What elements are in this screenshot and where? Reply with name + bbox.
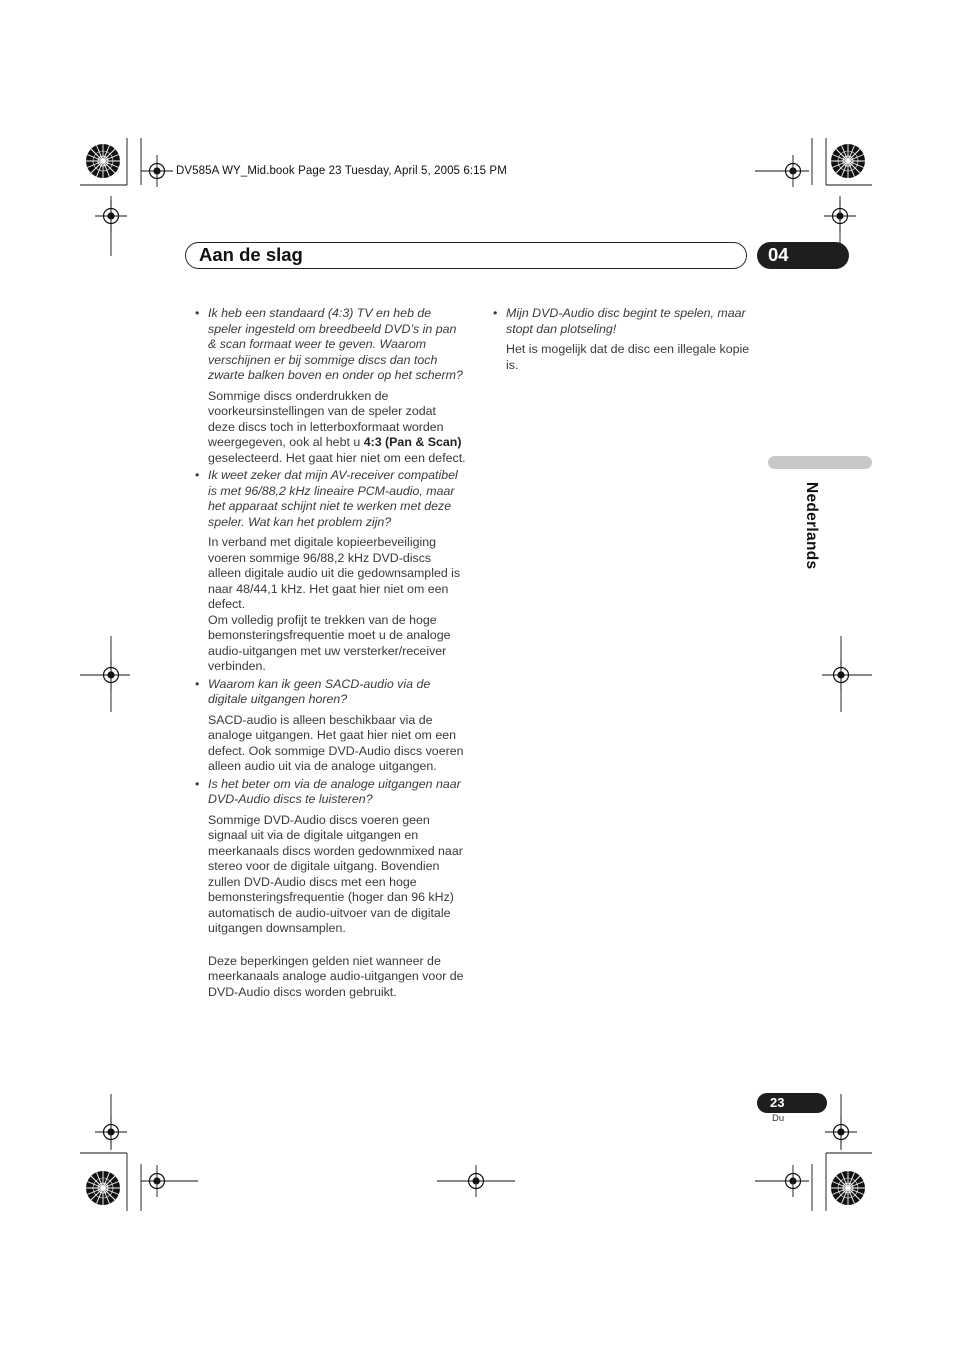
right-column: [492, 306, 764, 375]
faq-answer: [194, 813, 466, 1001]
bullet-icon: •: [195, 776, 200, 791]
faq-question: [194, 677, 466, 708]
faq-answer-text: Sommige discs onderdrukken de voorkeursinstellingen van de speler zodat deze discs toch in letterboxformaat worden weergegeven, ook al hebt u: [208, 388, 444, 449]
faq-item: [194, 777, 466, 1001]
chapter-number: 04: [768, 244, 789, 265]
faq-answer-text: Om volledig profijt te trekken van de hoge bemonsteringsfrequentie moet u de analoge audio-uitgangen met uw versterker/receiver verbinden.: [208, 612, 451, 673]
page-language-code: Du: [772, 1113, 785, 1124]
section-title: Aan de slag: [199, 244, 303, 265]
faq-answer: [194, 389, 466, 467]
page-number: 23: [770, 1095, 785, 1110]
bullet-icon: •: [195, 676, 200, 691]
bullet-icon: •: [195, 468, 200, 482]
faq-question: [492, 306, 764, 337]
faq-answer: [194, 713, 466, 775]
faq-question-text: Ik weet zeker dat mijn AV-receiver compatibel is met 96/88,2 kHz lineaire PCM-audio, maar het apparaat schijnt niet te werken met deze speler. Wat kan het problem zijn?: [208, 468, 458, 529]
faq-question: [194, 468, 466, 530]
faq-question-text: Is het beter om via de analoge uitgangen naar DVD-Audio discs te luisteren?: [208, 776, 461, 806]
left-column: [194, 306, 466, 1002]
page-number-badge: [757, 1093, 827, 1113]
faq-answer-text: SACD-audio is alleen beschikbaar via de analoge uitgangen. Het gaat hier niet om een defect. Ook sommige DVD-Audio discs voeren alleen audio uit via de analoge uitgangen.: [208, 712, 464, 773]
bullet-icon: •: [195, 306, 200, 320]
faq-question: [194, 777, 466, 808]
faq-answer: [194, 535, 466, 675]
faq-item: [194, 677, 466, 775]
faq-item: [194, 306, 466, 466]
faq-question-text: Ik heb een standaard (4:3) TV en heb de speler ingesteld om breedbeeld DVD’s in pan & scan formaat weer te geven. Waarom verschijnen er bij sommige discs dan toch zwarte balken boven en onder op het scherm?: [208, 306, 463, 382]
faq-answer: [492, 342, 764, 373]
faq-answer-text: Sommige DVD-Audio discs voeren geen signaal uit via de digitale uitgangen en meerkanaals discs worden gedownmixed naar stereo voor de digitale uitgang. Bovendien zullen DVD-Audio discs met een hoge bemonsteringsfrequentie (hoger dan 96 kHz) automatisch de audio-uitvoer van de digitale uitgangen downsamplen.: [208, 812, 463, 935]
print-slug-line: DV585A WY_Mid.book Page 23 Tuesday, April 5, 2005 6:15 PM: [176, 165, 507, 177]
faq-question-text: Mijn DVD-Audio disc begint te spelen, maar stopt dan plotseling!: [506, 306, 746, 336]
setting-name: 4:3 (Pan & Scan): [363, 435, 462, 449]
faq-item: [194, 468, 466, 675]
faq-answer-text: Deze beperkingen gelden niet wanneer de meerkanaals analoge audio-uitgangen voor de DVD-Audio discs worden gebruikt.: [208, 953, 464, 999]
faq-item: [492, 306, 764, 373]
faq-question: [194, 306, 466, 384]
faq-answer-text: geselecteerd. Het gaat hier niet om een defect.: [208, 450, 466, 465]
language-tab-label: Nederlands: [803, 482, 820, 570]
faq-question-text: Waarom kan ik geen SACD-audio via de digitale uitgangen horen?: [208, 676, 431, 706]
language-tab-bar: [768, 456, 872, 469]
faq-answer-text: Het is mogelijk dat de disc een illegale kopie is.: [506, 342, 750, 372]
bullet-icon: •: [493, 306, 498, 320]
faq-answer-text: In verband met digitale kopieerbeveiliging voeren sommige 96/88,2 kHz DVD-discs alleen digitale audio uit die gedownsampled is naar 48/44,1 kHz. Het gaat hier niet om een defect.: [208, 535, 461, 611]
